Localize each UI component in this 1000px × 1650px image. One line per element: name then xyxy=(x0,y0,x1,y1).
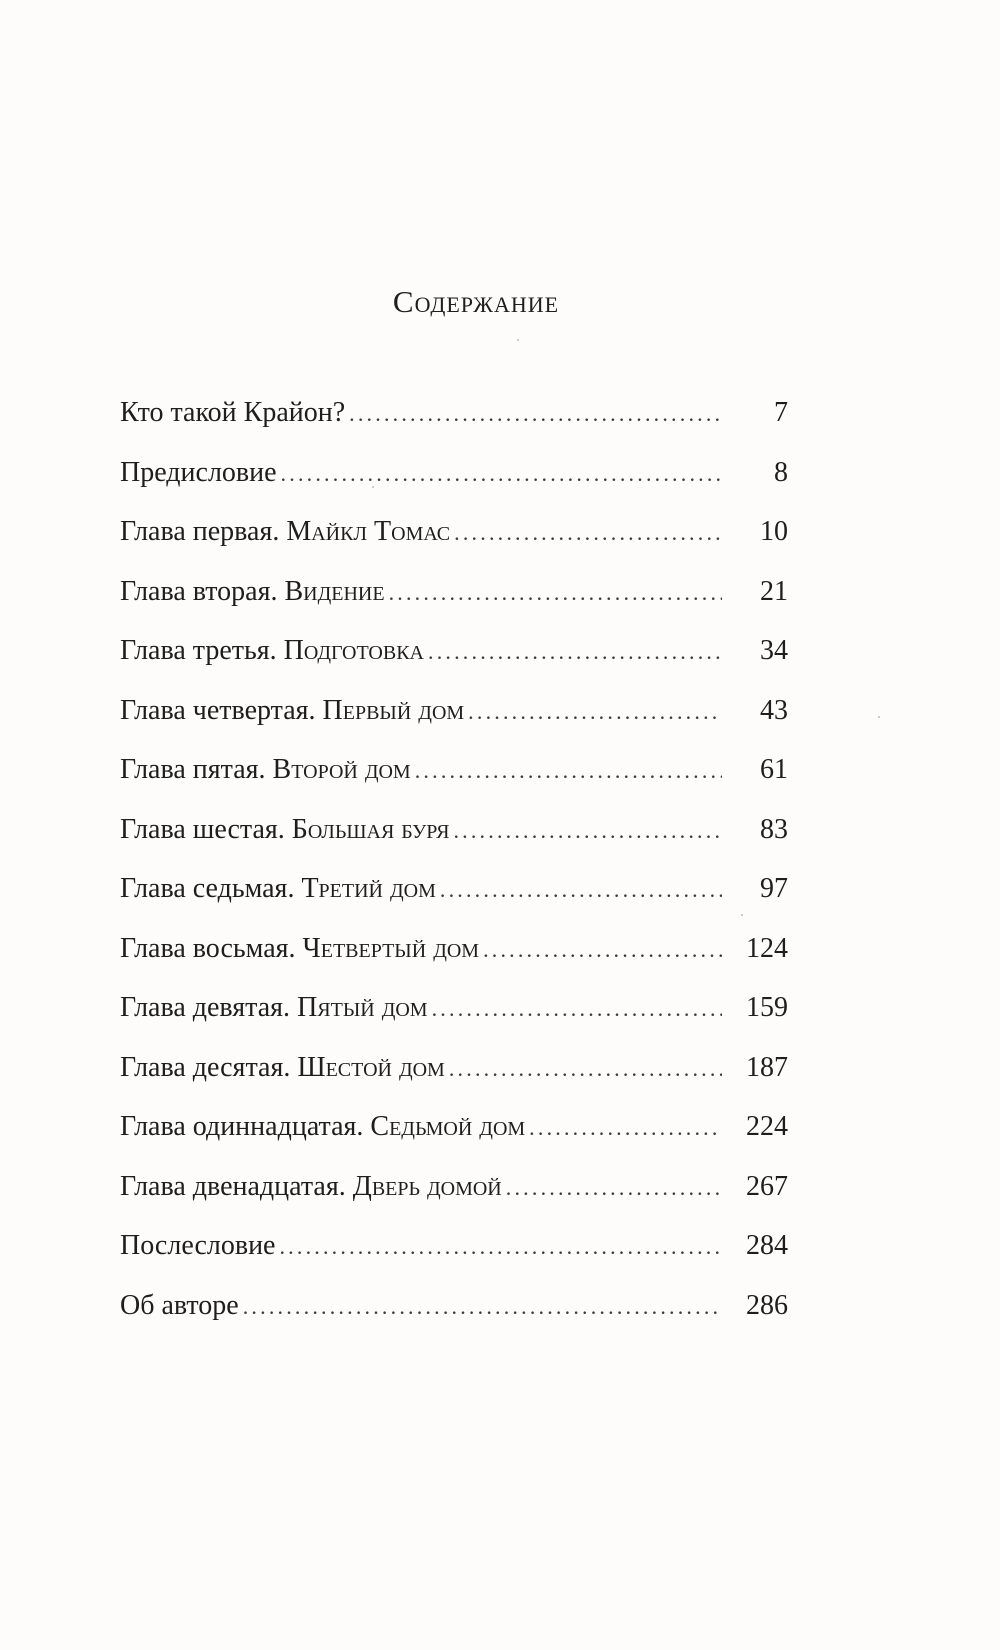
toc-entry-label: Глава первая. xyxy=(120,516,287,547)
table-of-contents xyxy=(120,388,788,1340)
toc-page-number: 7 xyxy=(774,397,788,428)
dot-leader xyxy=(349,389,722,439)
paper-speck xyxy=(741,914,743,916)
toc-page-number: 43 xyxy=(760,694,788,726)
paper-speck xyxy=(878,716,880,718)
toc-entry[interactable] xyxy=(120,388,788,448)
dot-leader xyxy=(432,984,722,1034)
toc-page-number: 21 xyxy=(760,575,788,607)
toc-entry[interactable] xyxy=(120,983,788,1043)
toc-page-number: 159 xyxy=(746,992,788,1023)
toc-entry-subtitle: Майкл Томас xyxy=(286,516,451,547)
toc-page-number: 61 xyxy=(760,754,788,785)
toc-page-number: 97 xyxy=(760,873,788,904)
toc-entry[interactable] xyxy=(120,1162,788,1222)
toc-entry-subtitle: Большая буря xyxy=(291,813,450,845)
toc-page-number: 8 xyxy=(774,456,788,488)
toc-entry-label: Глава одиннадцатая. xyxy=(120,1111,371,1142)
dot-leader xyxy=(506,1163,722,1213)
toc-entry-title xyxy=(120,1221,275,1271)
paper-speck xyxy=(517,339,519,341)
toc-entry[interactable] xyxy=(120,686,788,746)
dot-leader xyxy=(279,1222,722,1272)
toc-entry-title xyxy=(120,1043,445,1093)
dot-leader xyxy=(428,627,722,677)
toc-entry[interactable] xyxy=(120,567,788,627)
toc-entry[interactable] xyxy=(120,507,788,567)
toc-entry-subtitle: Третий дом xyxy=(301,873,436,904)
dot-leader xyxy=(389,568,722,618)
toc-entry-subtitle: Дверь домой xyxy=(352,1170,502,1202)
toc-entry[interactable] xyxy=(120,448,788,508)
toc-entry[interactable] xyxy=(120,864,788,924)
toc-page-number: 124 xyxy=(746,932,788,964)
toc-entry-subtitle: Шестой дом xyxy=(297,1051,445,1083)
toc-entry-title xyxy=(120,507,450,557)
toc-entry[interactable] xyxy=(120,1043,788,1103)
toc-entry-label: Глава двенадцатая. xyxy=(120,1170,353,1202)
toc-entry-subtitle: Первый дом xyxy=(322,694,465,726)
dot-leader xyxy=(243,1282,722,1332)
toc-entry-label: Послесловие xyxy=(120,1230,276,1261)
dot-leader xyxy=(468,687,722,737)
toc-page-number: 187 xyxy=(746,1051,788,1083)
toc-entry-title xyxy=(120,1281,239,1331)
paper-speck xyxy=(372,486,374,488)
toc-entry-label: Об авторе xyxy=(120,1289,239,1321)
toc-entry-label: Глава седьмая. xyxy=(120,873,302,904)
dot-leader xyxy=(483,925,722,975)
toc-page-number: 284 xyxy=(746,1230,788,1261)
toc-entry-title xyxy=(120,448,277,498)
toc-entry-label: Кто такой Крайон? xyxy=(120,397,346,428)
toc-entry-title xyxy=(120,388,345,438)
toc-entry-label: Глава третья. xyxy=(120,635,284,666)
toc-entry[interactable] xyxy=(120,1102,788,1162)
toc-entry-label: Глава десятая. xyxy=(120,1051,298,1083)
toc-page-number: 267 xyxy=(746,1170,788,1202)
toc-entry-title xyxy=(120,924,479,974)
toc-entry-subtitle: Видение xyxy=(284,575,385,607)
toc-entry-title xyxy=(120,686,464,736)
toc-entry-label: Глава восьмая. xyxy=(120,932,303,964)
toc-entry-label: Глава девятая. xyxy=(120,992,298,1023)
toc-entry-title xyxy=(120,626,424,676)
toc-entry-subtitle: Пятый дом xyxy=(297,992,428,1023)
toc-entry-label: Глава четвертая. xyxy=(120,694,323,726)
dot-leader xyxy=(440,865,722,915)
toc-entry-subtitle: Четвертый дом xyxy=(302,932,480,964)
toc-entry-title xyxy=(120,805,449,855)
dot-leader xyxy=(453,806,722,856)
dot-leader xyxy=(415,746,722,796)
toc-entry-subtitle: Подготовка xyxy=(283,635,424,666)
toc-entry-title xyxy=(120,1102,525,1152)
toc-entry-title xyxy=(120,1162,502,1212)
toc-page-number: 34 xyxy=(760,635,788,666)
toc-entry-title xyxy=(120,983,428,1033)
toc-entry-title xyxy=(120,567,385,617)
toc-entry-title xyxy=(120,864,436,914)
toc-entry-label: Глава пятая. xyxy=(120,754,273,785)
toc-entry-subtitle: Второй дом xyxy=(272,754,411,785)
toc-entry-subtitle: Седьмой дом xyxy=(370,1111,526,1142)
dot-leader xyxy=(529,1103,722,1153)
toc-page-number: 224 xyxy=(746,1111,788,1142)
toc-entry[interactable] xyxy=(120,805,788,865)
toc-entry[interactable] xyxy=(120,924,788,984)
toc-page-number: 286 xyxy=(746,1289,788,1321)
toc-entry[interactable] xyxy=(120,1221,788,1281)
dot-leader xyxy=(454,508,722,558)
toc-entry[interactable] xyxy=(120,626,788,686)
toc-entry-label: Глава шестая. xyxy=(120,813,292,845)
toc-entry-title xyxy=(120,745,411,795)
toc-page-number: 10 xyxy=(760,516,788,547)
toc-entry[interactable] xyxy=(120,1281,788,1341)
toc-entry-label: Глава вторая. xyxy=(120,575,285,607)
toc-entry[interactable] xyxy=(120,745,788,805)
page-title: Содержание xyxy=(392,284,560,319)
dot-leader xyxy=(281,449,722,499)
dot-leader xyxy=(449,1044,722,1094)
toc-page-number: 83 xyxy=(760,813,788,845)
toc-entry-label: Предисловие xyxy=(120,456,277,488)
